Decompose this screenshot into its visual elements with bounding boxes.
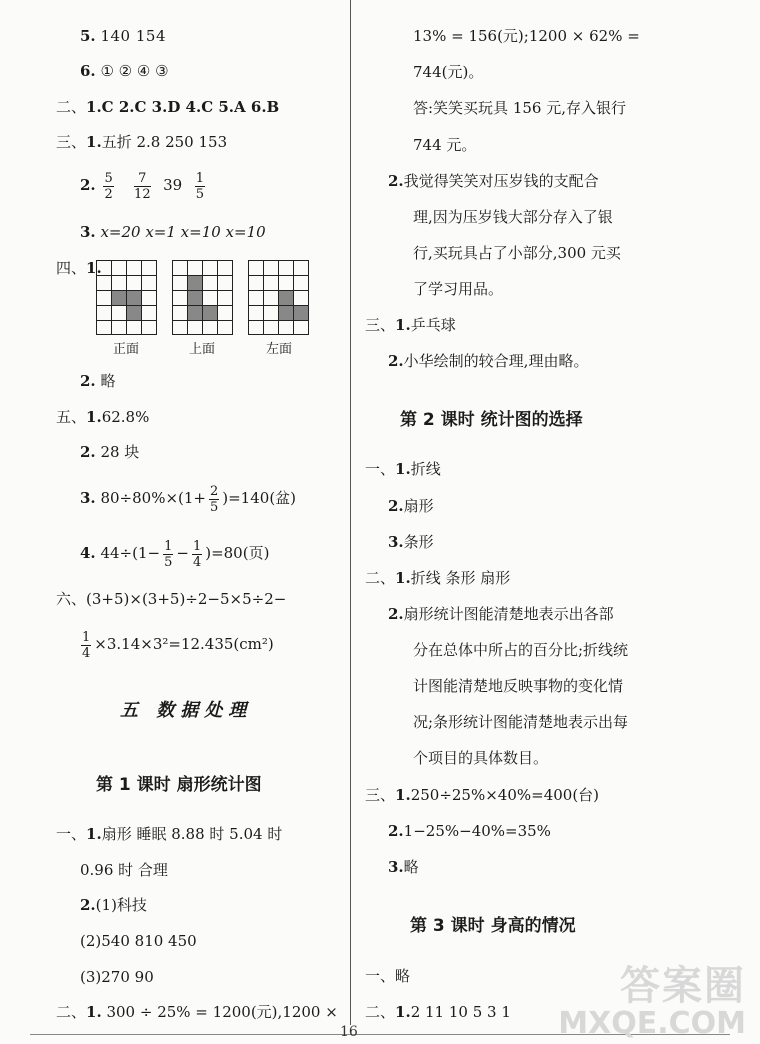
answer-line: 744 元。	[413, 136, 477, 154]
grid-front-view	[96, 260, 158, 335]
answer-line-fractions: 2. $\frac{5}{2}$ $\frac{7}{12}$ 39 $\frac{1}{5}$	[80, 170, 205, 202]
answer-line: 分在总体中所占的百分比;折线统	[413, 641, 629, 659]
answer-line: 六、(3+5)×(3+5)÷2−5×5÷2−	[56, 590, 287, 608]
grid-caption: 左面	[266, 342, 293, 357]
lesson-title: 第 3 课时 身高的情况	[410, 916, 576, 936]
answer-line: 2.1−25%−40%=35%	[388, 822, 551, 840]
answer-line: 二、1. 300 ÷ 25% = 1200(元),1200 ×	[56, 1003, 338, 1021]
section-title: 五 数据处理	[120, 700, 253, 721]
fraction: $\frac{1}{4}$	[82, 629, 91, 661]
answer-line: 一、略	[365, 967, 411, 985]
fraction: $\frac{2}{5}$	[209, 483, 219, 515]
answer-line: 一、1.折线	[365, 460, 441, 478]
grid-caption: 上面	[189, 342, 216, 357]
answer-line: 744(元)。	[413, 63, 484, 81]
answer-line: 况;条形统计图能清楚地表示出每	[413, 713, 629, 731]
answer-line: 三、1.五折 2.8 250 153	[56, 133, 228, 151]
answer-line: 计图能清楚地反映事物的变化情	[413, 677, 624, 695]
answer-line: 二、1.2 11 10 5 3 1	[365, 1003, 511, 1021]
lesson-title: 第 1 课时 扇形统计图	[96, 775, 262, 795]
answer-line: 二、1.折线 条形 扇形	[365, 569, 511, 587]
answer-line: 3.略	[388, 858, 419, 876]
answer-line: 二、1.C 2.C 3.D 4.C 5.A 6.B	[56, 98, 280, 116]
fraction: $\frac{5}{2}$	[104, 170, 113, 202]
answer-line: 三、1.250÷25%×40%=400(台)	[365, 786, 600, 804]
answer-line: 3.条形	[388, 533, 434, 551]
answer-line: 13% = 156(元);1200 × 62% =	[413, 27, 640, 45]
answer-line: 5. 140 154	[80, 27, 166, 45]
fraction: $\frac{1}{5}$	[164, 538, 173, 570]
answer-line: 6. ① ② ④ ③	[80, 62, 169, 80]
answer-line: 2.扇形	[388, 497, 434, 515]
lesson-title: 第 2 课时 统计图的选择	[400, 410, 583, 430]
watermark-url: MXQE.COM	[558, 1006, 746, 1041]
answer-line: 2.扇形统计图能清楚地表示出各部	[388, 605, 614, 623]
answer-line: 2. 略	[80, 372, 116, 390]
answer-line: 五、1.62.8%	[56, 408, 150, 426]
answer-line: (3)270 90	[80, 968, 154, 986]
answer-line-equation: $\frac{1}{4}$ ×3.14×3²=12.435(cm²)	[82, 629, 274, 661]
answer-line: 0.96 时 合理	[80, 861, 168, 879]
answer-line: 了学习用品。	[413, 280, 504, 298]
grid-caption: 正面	[113, 342, 140, 357]
column-divider	[350, 0, 351, 1025]
fraction: $\frac{1}{4}$	[192, 538, 202, 570]
answer-line: 行,买玩具占了小部分,300 元买	[413, 244, 621, 262]
answer-line: 2.我觉得笑笑对压岁钱的支配合	[388, 172, 599, 190]
grid-top-view	[172, 260, 234, 335]
answer-line: 3. x=20 x=1 x=10 x=10	[80, 223, 266, 241]
grid-left-view	[248, 260, 310, 335]
fraction: $\frac{1}{5}$	[195, 170, 205, 202]
watermark-text: 答案圈	[620, 963, 746, 1009]
answer-line: 三、1.乒乓球	[365, 316, 456, 334]
answer-line: 2. 28 块	[80, 443, 140, 461]
answer-line: 理,因为压岁钱大部分存入了银	[413, 208, 613, 226]
answer-line-equation: 3. 80÷80%×(1+ $\frac{2}{5}$ )=140(盆)	[80, 483, 297, 515]
answer-line: 2.(1)科技	[80, 896, 147, 914]
answer-line: 答:笑笑买玩具 156 元,存入银行	[413, 99, 626, 117]
answer-line: 2.小华绘制的较合理,理由略。	[388, 352, 589, 370]
page-number: 16	[340, 1024, 358, 1040]
answer-line: (2)540 810 450	[80, 932, 197, 950]
answer-line: 个项目的具体数目。	[413, 749, 549, 767]
watermark-logo	[558, 964, 746, 1040]
fraction: $\frac{7}{12}$	[134, 170, 151, 202]
answer-line: 一、1.扇形 睡眠 8.88 时 5.04 时	[56, 825, 283, 843]
answer-line: 四、1.	[56, 259, 102, 277]
answer-line-equation: 4. 44÷(1− $\frac{1}{5}$ − $\frac{1}{4}$ )=80(页)	[80, 538, 270, 570]
